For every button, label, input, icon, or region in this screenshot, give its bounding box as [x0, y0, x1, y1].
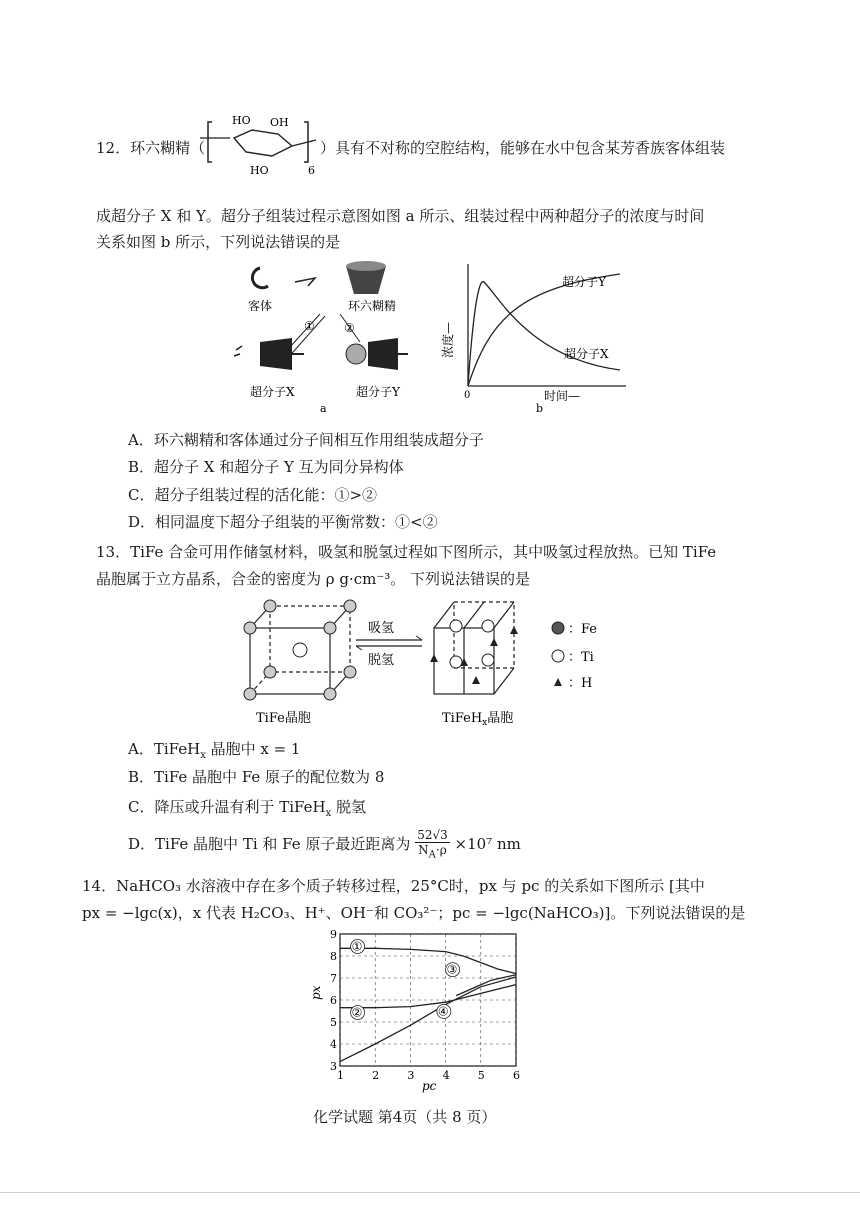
q12-line2: 成超分子 X 和 Y。超分子组装过程示意图如图 a 所示、组装过程中两种超分子的浓度与时间 — [96, 207, 705, 225]
y-tick-label: 9 — [330, 928, 337, 941]
path-2-label: ② — [344, 321, 355, 335]
y-tick-label: 5 — [330, 1016, 337, 1029]
q12-line3: 关系如图 b 所示，下列说法错误的是 — [96, 233, 341, 251]
figure-b-caption: b — [536, 402, 544, 415]
series-line-3 — [340, 977, 516, 1062]
x-tick-label: 6 — [513, 1069, 520, 1082]
legend-fe: ：Fe — [568, 622, 598, 637]
q12-prefix: 12．环六糊精（ — [96, 139, 206, 157]
tifehx-cell-caption: TiFeH$_x$晶胞 — [442, 711, 514, 728]
curve-label-1: ① — [351, 939, 363, 954]
distance-fraction: $\frac{52√3}{N_A\cdot\rho}$ — [417, 828, 448, 861]
release-label: 脱氢 — [368, 653, 395, 668]
q12-line1 — [96, 137, 205, 158]
cyclodextrin-structure — [200, 110, 320, 180]
y-tick-label: 7 — [330, 972, 337, 985]
q12-line1-suffix: ）具有不对称的空腔结构，能够在水中包含某芳香族客体组装 — [320, 139, 726, 157]
legend-ti: ：Ti — [568, 650, 594, 665]
oh-top-label: OH — [270, 116, 289, 129]
px-pc-chart — [290, 926, 530, 1094]
figure-crystal-cells — [236, 596, 636, 732]
absorb-label: 吸氢 — [368, 621, 395, 636]
supramolecule-x-label: 超分子X — [250, 385, 295, 399]
q13-line1: 13．TiFe 合金可用作储氢材料，吸氢和脱氢过程如下图所示，其中吸氢过程放热。已知 TiFe — [96, 543, 717, 561]
x-tick-label: 1 — [337, 1069, 344, 1082]
guest-label: 客体 — [248, 299, 273, 313]
y-tick-label: 8 — [330, 950, 337, 963]
q13-line2: 晶胞属于立方晶系，合金的密度为 ρ g·cm⁻³。 下列说法错误的是 — [96, 570, 531, 588]
q12-option-c: C．超分子组装过程的活化能：①>② — [128, 486, 378, 504]
q12-option-d: D．相同温度下超分子组装的平衡常数：①<② — [128, 513, 438, 531]
curve-label-2: ② — [351, 1005, 363, 1020]
curve-x-label: 超分子X — [564, 347, 609, 361]
page-footer: 化学试题 第4页（共 8 页） — [313, 1108, 497, 1126]
y-tick-label: 4 — [330, 1038, 337, 1051]
x-tick-label: 5 — [477, 1069, 485, 1082]
curve-label-4: ④ — [437, 1004, 449, 1019]
q13-option-c: C．降压或升温有利于 TiFeH$_x$ 脱氢 — [128, 798, 367, 819]
figure-a-assembly — [220, 258, 430, 416]
host-label: 环六糊精 — [348, 299, 397, 313]
ho-top-label: HO — [232, 114, 251, 127]
figure-b-concentration-plot — [440, 258, 630, 416]
supramolecule-y-label: 超分子Y — [356, 385, 400, 399]
subscript-6: 6 — [308, 164, 315, 177]
figure-a-caption: a — [320, 402, 327, 415]
y-tick-label: 6 — [330, 994, 337, 1007]
q12-option-a: A．环六糊精和客体通过分子间相互作用组装成超分子 — [128, 431, 484, 449]
x-tick-label: 2 — [372, 1069, 380, 1082]
y-tick-label: 3 — [330, 1060, 337, 1073]
tife-cell-caption: TiFe晶胞 — [256, 711, 311, 726]
x-tick-label: 3 — [407, 1069, 415, 1082]
figure-b-xlabel: 时间— — [544, 389, 581, 403]
path-1-label: ① — [304, 319, 315, 333]
q13-option-d: D．TiFe 晶胞中 Ti 和 Fe 原子最近距离为 $\frac{52√3}{N_A\cdot\rho}$ ×10⁷ nm — [128, 828, 521, 861]
ho-bottom-label: HO — [250, 164, 269, 177]
y-axis-label: px — [309, 985, 323, 1000]
q14-line2: px = −lgc(x)，x 代表 H₂CO₃、H⁺、OH⁻和 CO₃²⁻；pc = −lgc(NaHCO₃)]。下列说法错误的是 — [82, 904, 746, 922]
bottom-divider — [0, 1192, 860, 1193]
curve-label-3: ③ — [446, 962, 458, 977]
q13-option-b: B．TiFe 晶胞中 Fe 原子的配位数为 8 — [128, 768, 385, 786]
x-tick-label: 4 — [442, 1069, 450, 1082]
series-line-1 — [340, 948, 516, 973]
q12-option-b: B．超分子 X 和超分子 Y 互为同分异构体 — [128, 458, 404, 476]
curve-y-label: 超分子Y — [562, 275, 606, 289]
figure-b-ylabel: 浓度— — [441, 321, 455, 358]
q13-option-a: A．TiFeH$_x$ 晶胞中 x = 1 — [128, 740, 301, 761]
curve-supramolecule-x — [468, 282, 620, 386]
series-line-2 — [340, 985, 516, 1008]
x-axis-label: pc — [422, 1079, 437, 1093]
q14-line1: 14．NaHCO₃ 水溶液中存在多个质子转移过程，25°C时，px 与 pc 的关系如下图所示 [其中 — [82, 877, 705, 895]
legend-h: ：H — [568, 676, 593, 691]
figure-b-origin: 0 — [464, 390, 471, 401]
